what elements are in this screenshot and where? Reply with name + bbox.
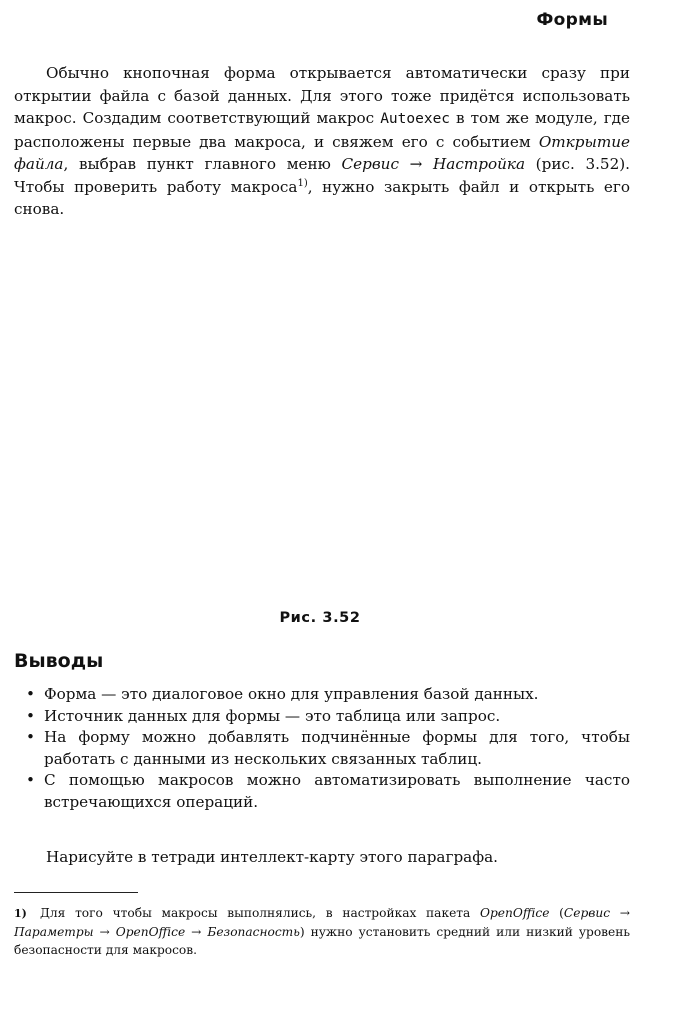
list-item-text: Источник данных для формы — это таблица или запрос. bbox=[44, 706, 501, 725]
macro-name: Autoexec bbox=[380, 111, 451, 127]
footnote-package: OpenOffice bbox=[480, 906, 550, 920]
intro-text-4: (рис. 3.52). Чтобы проверить работу макроса bbox=[14, 155, 631, 196]
running-header: Формы bbox=[536, 10, 608, 30]
intro-text-1: Обычно кнопочная форма открывается автоматически сразу при открытии файла с базой данных. Для этого тоже придётся использовать макрос. Создадим соответствующий макрос bbox=[14, 64, 630, 127]
section-title: Выводы bbox=[14, 650, 104, 672]
menu-path: Сервис → Настройка bbox=[341, 155, 526, 173]
bullet: • bbox=[26, 771, 35, 789]
list-item-text: С помощью макросов можно автоматизировать выполнение часто встречающихся операций. bbox=[44, 771, 630, 811]
list-item-text: На форму можно добавлять подчинённые формы для того, чтобы работать с данными из нескольких связанных таблиц. bbox=[44, 728, 630, 768]
conclusions-list bbox=[14, 684, 630, 813]
list-item-text: Форма — это диалоговое окно для управления базой данных. bbox=[44, 685, 539, 703]
bullet: • bbox=[26, 706, 35, 725]
list-item bbox=[14, 706, 630, 728]
footnote-reference: 1) bbox=[297, 177, 308, 189]
task-text: Нарисуйте в тетради интеллект-карту этого параграфа. bbox=[46, 848, 498, 866]
intro-text-5: , нужно закрыть файл и открыть его снова. bbox=[14, 177, 630, 218]
bullet: • bbox=[26, 685, 35, 703]
figure-area bbox=[14, 240, 630, 600]
intro-text-3: , выбрав пункт главного меню bbox=[63, 155, 342, 173]
list-item bbox=[14, 684, 630, 706]
bullet: • bbox=[26, 728, 35, 746]
list-item bbox=[14, 727, 630, 770]
footnote-text-1: Для того чтобы макросы выполнялись, в настройках пакета bbox=[40, 906, 481, 920]
footnote bbox=[14, 904, 630, 959]
footnote-text bbox=[14, 906, 630, 957]
footnote-text-3: ) нужно установить средний или низкий уровень безопасности для макросов. bbox=[14, 925, 630, 957]
intro-text-2: в том же модуле, где расположены первые два макроса, и свяжем его с событием bbox=[14, 109, 630, 151]
event-name: Открытие файла bbox=[14, 132, 630, 173]
list-item bbox=[14, 770, 630, 813]
footnote-path: Сервис → Параметры → OpenOffice → Безопасность bbox=[14, 906, 630, 939]
footnote-divider bbox=[14, 892, 138, 893]
intro-paragraph bbox=[14, 62, 630, 221]
footnote-mark: 1) bbox=[14, 907, 27, 920]
footnote-text-2: ( bbox=[549, 906, 564, 920]
figure-caption: Рис. 3.52 bbox=[279, 610, 361, 626]
